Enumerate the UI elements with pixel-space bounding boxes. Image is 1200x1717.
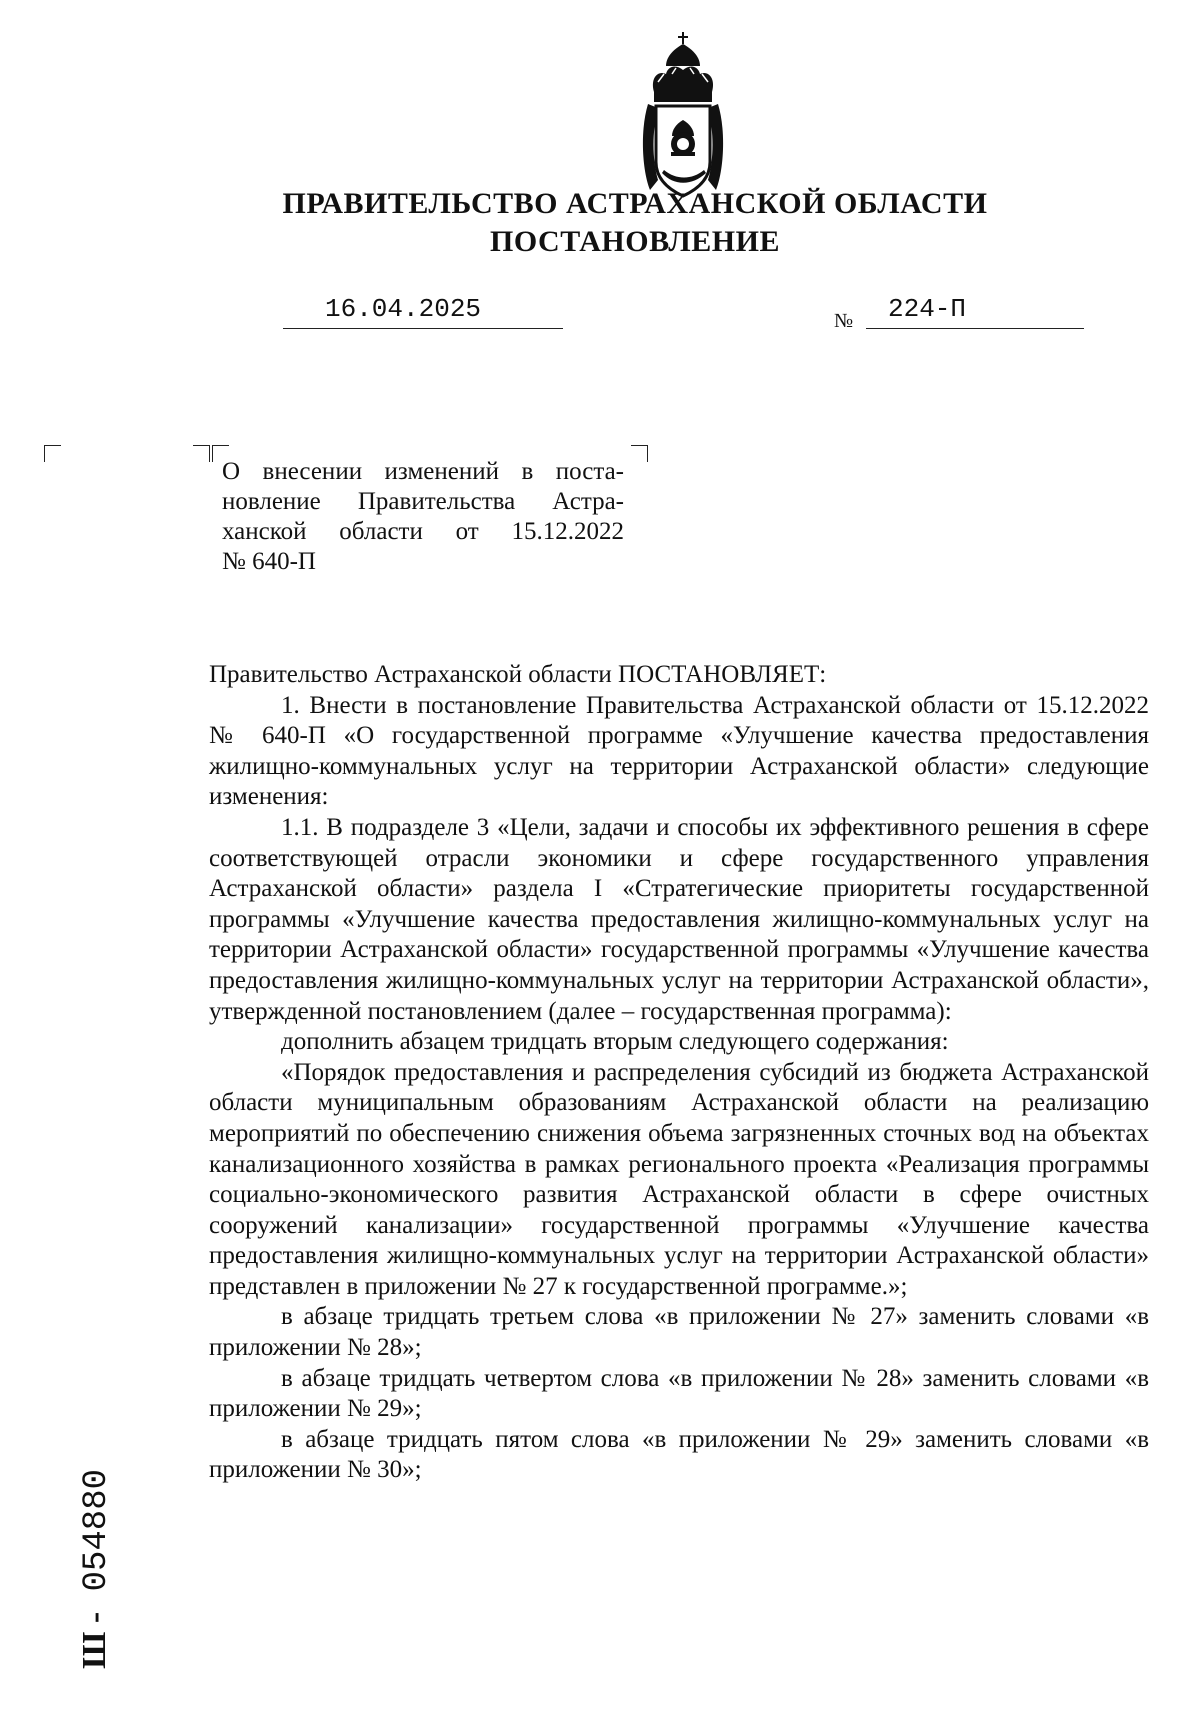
- body-paragraph: дополнить абзацем тридцать вторым следующего содержания:: [281, 1028, 949, 1056]
- subject-line: № 640-П: [222, 548, 316, 575]
- body-paragraph: «Порядок предоставления и распределения субсидий из бюджета Астраханской области муниципальным образованиям Астраханской области на реализацию мероприятий по обеспечению снижения объема загрязненных сточных вод на объектах канализационного хозяйства в рамках регионального проекта «Реализация программы социально-экономического развития Астраханской области в сфере очистных сооружений канализации» государственной программы «Улучшение качества предоставления жилищно-коммунальных услуг на территории Астраханской области» представлен в приложении № 27 к государственной программе.»;: [209, 1058, 1149, 1300]
- document-number: 224-П: [888, 294, 967, 324]
- corner-mark-subject-right: [631, 445, 648, 462]
- date-field: [283, 294, 563, 329]
- body-paragraph: 1. Внести в постановление Правительства Астраханской области от 15.12.2022 № 640-П «О государственной программе «Улучшение качества предоставления жилищно-коммунальных услуг на территории Астраханской области» следующие изменения:: [209, 691, 1149, 811]
- corner-mark-left: [44, 445, 61, 462]
- number-sign: №: [834, 310, 854, 332]
- subject-line: ханской области от 15.12.2022: [222, 518, 624, 545]
- number-field: [866, 294, 1084, 329]
- document-date: 16.04.2025: [325, 294, 482, 324]
- body-paragraph: в абзаце тридцать четвертом слова «в приложении № 28» заменить словами «в приложении № 29»;: [209, 1364, 1149, 1423]
- serial-prefix: Ш -: [76, 1611, 113, 1669]
- organization-title: ПРАВИТЕЛЬСТВО АСТРАХАНСКОЙ ОБЛАСТИ: [282, 187, 988, 220]
- document-kind-title: ПОСТАНОВЛЕНИЕ: [490, 225, 780, 258]
- body-paragraph: 1.1. В подразделе 3 «Цели, задачи и способы их эффективного решения в сфере соответствующей отрасли экономики и сфере государственного управления Астраханской области» раздела I «Стратегические приоритеты государственной программы «Улучшение качества предоставления жилищно-коммунальных услуг на территории Астраханской области» государственной программы «Улучшение качества предоставления жилищно-коммунальных услуг на территории Астраханской области», утвержденной постановлением (далее – государственная программа):: [209, 813, 1149, 1025]
- subject-line: О внесении изменений в поста-: [222, 458, 624, 485]
- document-subject: [222, 457, 624, 577]
- body-paragraph: в абзаце тридцать третьем слова «в приложении № 27» заменить словами «в приложении № 28»;: [209, 1303, 1149, 1362]
- corner-mark-subject-left-a: [193, 445, 210, 462]
- document-body: [209, 660, 1149, 1486]
- body-paragraph: в абзаце тридцать пятом слова «в приложении № 29» заменить словами «в приложении № 30»;: [209, 1425, 1149, 1484]
- subject-line: новление Правительства Астра-: [222, 488, 624, 515]
- serial-number: 054880: [78, 1469, 116, 1592]
- preamble-paragraph: Правительство Астраханской области ПОСТАНОВЛЯЕТ:: [209, 661, 827, 688]
- side-serial-number: [76, 1469, 116, 1669]
